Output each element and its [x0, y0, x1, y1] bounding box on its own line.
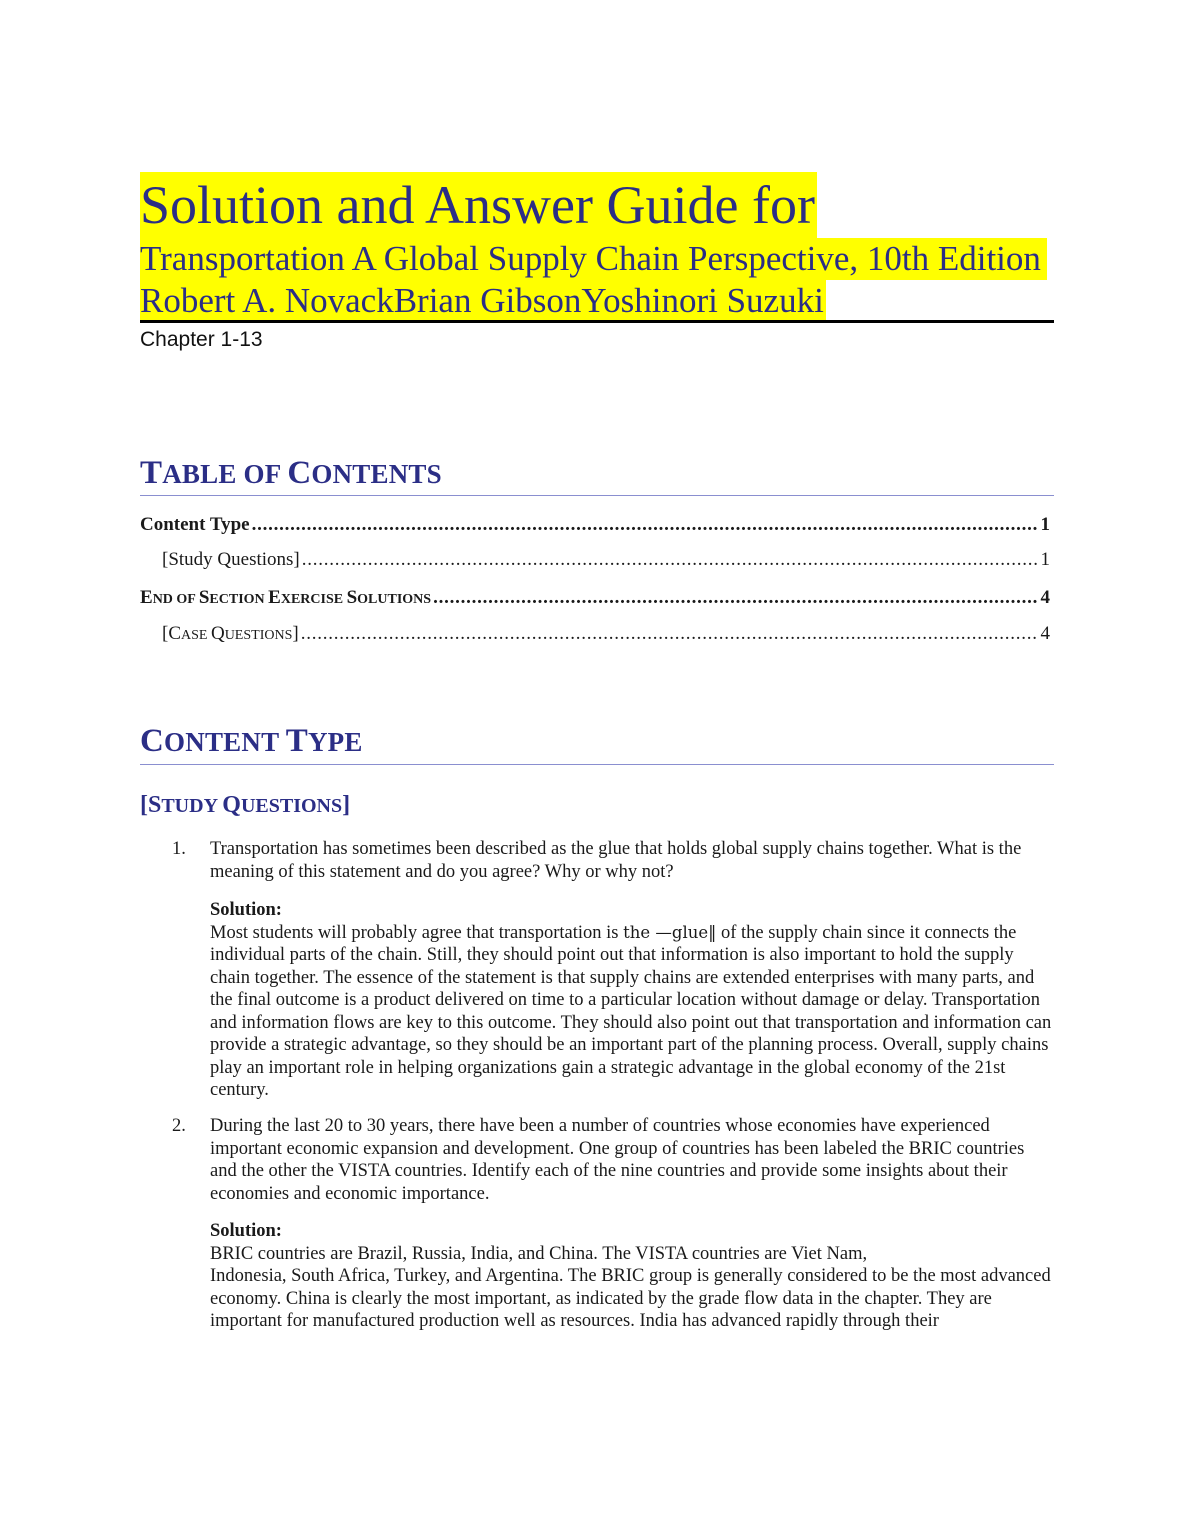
toc-entry-content-type[interactable]: [140, 513, 1050, 537]
toc-entry-label: END OF SECTION EXERCISE SOLUTIONS: [140, 587, 432, 608]
subsection-heading-study-questions: [STUDY QUESTIONS]: [140, 792, 351, 818]
solution-1: [210, 899, 1054, 1102]
question-1: [172, 838, 1054, 883]
solution-label: Solution:: [210, 900, 282, 920]
section-heading-rule: [140, 764, 1054, 765]
question-text: During the last 20 to 30 years, there have been a number of countries whose economies have experienced important economic expansion and development. One group of countries has been labeled the BRIC countries and the other the VISTA countries. Identify each of the nine countries and provide some insights about their economies and economic importance.: [210, 1116, 1025, 1204]
question-number: 2.: [172, 1116, 186, 1136]
toc-entry-label: [CASE QUESTIONS]: [162, 623, 299, 644]
document-title: [140, 172, 1054, 322]
title-divider: [140, 320, 1054, 323]
toc-entry-page: 4: [1040, 587, 1050, 608]
title-line-2: Transportation A Global Supply Chain Perspective, 10th Edition: [140, 238, 1047, 280]
toc-entry-page: 1: [1040, 549, 1050, 570]
toc-heading-rule: [140, 495, 1054, 496]
toc-entry-label: [Study Questions]: [162, 549, 300, 570]
solution-label: Solution:: [210, 1221, 282, 1241]
question-2: [172, 1115, 1054, 1205]
toc-entry-page: 1: [1040, 514, 1050, 535]
chapter-label: Chapter 1-13: [140, 328, 263, 351]
question-number: 1.: [172, 839, 186, 859]
question-text: Transportation has sometimes been described as the glue that holds global supply chains together. What is the meaning of this statement and do you agree? Why or why not?: [210, 839, 1022, 882]
solution-2: [210, 1220, 1054, 1333]
toc-entry-label: Content Type: [140, 514, 250, 535]
title-line-3: Robert A. NovackBrian GibsonYoshinori Suzuki: [140, 281, 824, 320]
toc-entry-study-questions[interactable]: [162, 548, 1050, 572]
toc-entry-case-questions[interactable]: [162, 622, 1050, 648]
toc-entry-page: 4: [1040, 623, 1050, 644]
solution-text-line-1: BRIC countries are Brazil, Russia, India, and China. The VISTA countries are Viet Nam,: [210, 1243, 868, 1264]
toc-heading: TABLE OF CONTENTS: [140, 455, 442, 491]
solution-text: Indonesia, South Africa, Turkey, and Argentina. The BRIC group is generally considered to be the most advanced economy. China is clearly the most important, as indicated by the grade flow data in the chapter. They are important for manufactured production well as resources. India has advanced rapidly through their: [210, 1266, 1051, 1331]
title-line-1: Solution and Answer Guide for: [140, 172, 817, 238]
solution-text: Most students will probably agree that transportation is the —glue‖ of the supply chain since it connects the individual parts of the chain. Still, they should point out that information is also important to hold the supply chain together. The essence of the statement is that supply chains are extended enterprises with many parts, and the final outcome is a product delivered on time to a particular location without damage or delay. Transportation and information flows are key to this outcome. They should also point out that transportation and information can provide a strategic advantage, so they should be an important part of the planning process. Overall, supply chains play an important role in helping organizations gain a strategic advantage in the global economy of the 21st century.: [210, 922, 1052, 1100]
toc-entry-end-of-section[interactable]: [140, 586, 1050, 612]
section-heading-content-type: CONTENT TYPE: [140, 723, 363, 759]
